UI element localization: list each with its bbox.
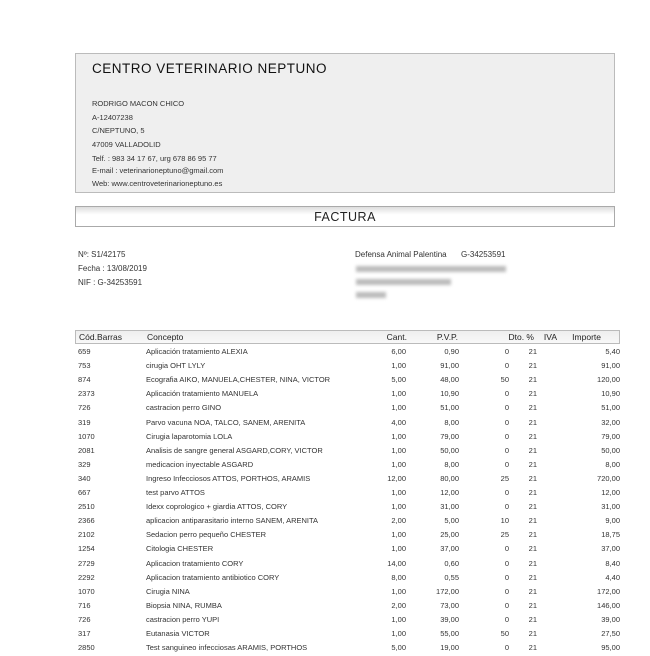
col-code: Cód.Barras xyxy=(79,332,122,342)
cell-discount: 0 xyxy=(504,417,509,427)
table-row xyxy=(75,473,620,487)
cell-price: 0,55 xyxy=(444,572,459,582)
cell-discount: 0 xyxy=(504,403,509,413)
cell-vat: 21 xyxy=(528,530,537,540)
table-row xyxy=(75,459,620,473)
cell-code: 2373 xyxy=(78,389,95,399)
redacted-address xyxy=(356,266,506,272)
cell-discount: 0 xyxy=(504,347,509,356)
cell-qty: 5,00 xyxy=(391,375,406,385)
table-row xyxy=(75,501,620,515)
cell-price: 79,00 xyxy=(440,431,459,441)
cell-discount: 50 xyxy=(500,375,509,385)
cell-code: 2850 xyxy=(78,643,95,653)
clinic-line: Web: www.centroveterinarioneptuno.es xyxy=(92,179,223,188)
clinic-name: CENTRO VETERINARIO NEPTUNO xyxy=(92,61,328,76)
cell-concept: medicacion inyectable ASGARD xyxy=(146,459,254,469)
cell-vat: 21 xyxy=(528,389,537,399)
cell-amount: 27,50 xyxy=(601,629,620,638)
cell-concept: Aplicación tratamiento MANUELA xyxy=(146,389,259,399)
cell-discount: 0 xyxy=(504,544,509,554)
cell-concept: Ingreso Infecciosos ATTOS, PORTHOS, ARAMIS xyxy=(146,473,311,483)
cell-concept: Test sanguineo infecciosas ARAMIS, PORTHOS xyxy=(146,643,308,653)
table-row xyxy=(75,572,620,586)
cell-amount: 146,00 xyxy=(597,600,620,610)
cell-amount: 8,40 xyxy=(605,558,620,568)
cell-amount: 91,00 xyxy=(601,361,620,371)
clinic-line: 47009 VALLADOLID xyxy=(92,140,161,149)
cell-concept: test parvo ATTOS xyxy=(146,488,205,497)
cell-amount: 5,40 xyxy=(605,347,620,356)
cell-qty: 6,00 xyxy=(391,347,406,356)
cell-price: 0,60 xyxy=(444,558,459,568)
cell-discount: 0 xyxy=(504,389,509,399)
cell-discount: 0 xyxy=(504,558,509,568)
cell-qty: 1,00 xyxy=(391,488,406,497)
cell-qty: 1,00 xyxy=(391,445,406,455)
cell-price: 25,00 xyxy=(440,530,459,540)
table-row xyxy=(75,543,620,557)
cell-amount: 50,00 xyxy=(601,445,620,455)
clinic-header xyxy=(75,53,615,193)
cell-price: 91,00 xyxy=(440,361,459,371)
cell-code: 1070 xyxy=(78,586,95,596)
cell-code: 1070 xyxy=(78,431,95,441)
col-amount: Importe xyxy=(572,332,601,342)
cell-code: 329 xyxy=(78,459,91,469)
cell-qty: 14,00 xyxy=(387,558,406,568)
col-concept: Concepto xyxy=(147,332,184,342)
table-row xyxy=(75,417,620,431)
cell-vat: 21 xyxy=(528,502,537,512)
cell-discount: 0 xyxy=(504,502,509,512)
table-row xyxy=(75,431,620,445)
cell-amount: 172,00 xyxy=(597,586,620,596)
cell-price: 73,00 xyxy=(440,600,459,610)
cell-vat: 21 xyxy=(528,558,537,568)
cell-discount: 0 xyxy=(504,361,509,371)
table-row xyxy=(75,586,620,600)
cell-qty: 8,00 xyxy=(391,572,406,582)
cell-code: 2102 xyxy=(78,530,95,540)
client-name: Defensa Animal Palentina xyxy=(355,250,447,259)
invoice-date: Fecha : 13/08/2019 xyxy=(78,264,147,273)
cell-concept: Sedacion perro pequeño CHESTER xyxy=(146,530,267,540)
cell-qty: 12,00 xyxy=(387,473,406,483)
cell-code: 319 xyxy=(78,417,91,427)
cell-price: 51,00 xyxy=(440,403,459,413)
invoice-nif: NIF : G-34253591 xyxy=(78,278,143,287)
cell-concept: Idexx coprologico + giardia ATTOS, CORY xyxy=(146,502,288,512)
table-row xyxy=(75,642,620,656)
cell-qty: 4,00 xyxy=(391,417,406,427)
cell-qty: 1,00 xyxy=(391,629,406,638)
cell-vat: 21 xyxy=(528,431,537,441)
cell-price: 39,00 xyxy=(440,614,459,624)
cell-discount: 0 xyxy=(504,600,509,610)
table-row xyxy=(75,487,620,501)
cell-discount: 0 xyxy=(504,445,509,455)
cell-amount: 31,00 xyxy=(601,502,620,512)
cell-price: 48,00 xyxy=(440,375,459,385)
cell-qty: 1,00 xyxy=(391,544,406,554)
cell-concept: Citologia CHESTER xyxy=(146,544,214,554)
clinic-line: RODRIGO MACON CHICO xyxy=(92,99,185,108)
cell-vat: 21 xyxy=(528,375,537,385)
table-header xyxy=(75,330,620,344)
table-row xyxy=(75,346,620,360)
cell-concept: aplicacion antiparasitario interno SANEM, ARENITA xyxy=(146,516,319,526)
table-row xyxy=(75,445,620,459)
cell-amount: 4,40 xyxy=(605,572,620,582)
clinic-line: Telf. : 983 34 17 67, urg 678 86 95 77 xyxy=(92,154,217,163)
cell-price: 0,90 xyxy=(444,347,459,356)
cell-vat: 21 xyxy=(528,643,537,653)
cell-concept: Eutanasia VICTOR xyxy=(146,629,210,638)
cell-price: 172,00 xyxy=(436,586,459,596)
cell-vat: 21 xyxy=(528,445,537,455)
cell-amount: 32,00 xyxy=(601,417,620,427)
cell-concept: cirugia OHT LYLY xyxy=(146,361,206,371)
cell-discount: 50 xyxy=(500,629,509,638)
clinic-line: C/NEPTUNO, 5 xyxy=(92,126,145,135)
clinic-line: E-mail : veterinarioneptuno@gmail.com xyxy=(92,166,224,175)
cell-discount: 10 xyxy=(500,516,509,526)
cell-amount: 720,00 xyxy=(597,473,620,483)
cell-vat: 21 xyxy=(528,600,537,610)
cell-price: 12,00 xyxy=(440,488,459,497)
table-row xyxy=(75,388,620,402)
cell-concept: Ecografia AIKO, MANUELA,CHESTER, NINA, VICTOR xyxy=(146,375,331,385)
cell-amount: 18,75 xyxy=(601,530,620,540)
cell-discount: 0 xyxy=(504,643,509,653)
cell-code: 317 xyxy=(78,629,91,638)
cell-code: 340 xyxy=(78,473,91,483)
cell-amount: 9,00 xyxy=(605,516,620,526)
cell-qty: 1,00 xyxy=(391,530,406,540)
cell-vat: 21 xyxy=(528,572,537,582)
cell-concept: Aplicacion tratamiento antibiotico CORY xyxy=(146,572,280,582)
client-nif: G-34253591 xyxy=(461,250,506,259)
cell-code: 2366 xyxy=(78,516,95,526)
clinic-line: A-12407238 xyxy=(92,113,133,122)
cell-discount: 0 xyxy=(504,586,509,596)
cell-price: 50,00 xyxy=(440,445,459,455)
cell-code: 667 xyxy=(78,488,91,497)
document-title: FACTURA xyxy=(75,206,615,227)
cell-price: 8,00 xyxy=(444,417,459,427)
cell-qty: 1,00 xyxy=(391,502,406,512)
cell-qty: 1,00 xyxy=(391,459,406,469)
cell-amount: 51,00 xyxy=(601,403,620,413)
cell-price: 19,00 xyxy=(440,643,459,653)
table-row xyxy=(75,374,620,388)
table-row xyxy=(75,600,620,614)
cell-concept: castracion perro YUPI xyxy=(146,614,220,624)
cell-price: 37,00 xyxy=(440,544,459,554)
cell-code: 726 xyxy=(78,614,91,624)
table-row xyxy=(75,529,620,543)
cell-concept: Analisis de sangre general ASGARD,CORY, VICTOR xyxy=(146,445,323,455)
cell-discount: 0 xyxy=(504,488,509,497)
cell-qty: 1,00 xyxy=(391,431,406,441)
cell-discount: 0 xyxy=(504,572,509,582)
table-row xyxy=(75,558,620,572)
cell-amount: 10,90 xyxy=(601,389,620,399)
cell-qty: 1,00 xyxy=(391,586,406,596)
cell-vat: 21 xyxy=(528,488,537,497)
cell-amount: 95,00 xyxy=(601,643,620,653)
cell-concept: castracion perro GINO xyxy=(146,403,222,413)
cell-vat: 21 xyxy=(528,361,537,371)
cell-code: 1254 xyxy=(78,544,95,554)
table-row xyxy=(75,628,620,642)
cell-discount: 25 xyxy=(500,530,509,540)
cell-price: 8,00 xyxy=(444,459,459,469)
cell-code: 659 xyxy=(78,347,91,356)
table-row xyxy=(75,402,620,416)
cell-code: 2510 xyxy=(78,502,95,512)
table-row xyxy=(75,515,620,529)
cell-qty: 5,00 xyxy=(391,643,406,653)
cell-code: 2292 xyxy=(78,572,95,582)
cell-concept: Biopsia NINA, RUMBA xyxy=(146,600,222,610)
cell-code: 2081 xyxy=(78,445,95,455)
cell-discount: 25 xyxy=(500,473,509,483)
cell-vat: 21 xyxy=(528,586,537,596)
col-price: P.V.P. xyxy=(436,332,458,342)
cell-code: 716 xyxy=(78,600,91,610)
col-qty: Cant. xyxy=(386,332,407,342)
cell-amount: 79,00 xyxy=(601,431,620,441)
cell-vat: 21 xyxy=(528,417,537,427)
cell-price: 31,00 xyxy=(440,502,459,512)
cell-amount: 120,00 xyxy=(597,375,620,385)
redacted-city xyxy=(356,279,451,285)
cell-amount: 8,00 xyxy=(605,459,620,469)
cell-concept: Aplicacion tratamiento CORY xyxy=(146,558,244,568)
cell-concept: Cirugia laparotomia LOLA xyxy=(146,431,233,441)
invoice-number: Nº: S1/42175 xyxy=(78,250,126,259)
cell-vat: 21 xyxy=(528,629,537,638)
cell-qty: 1,00 xyxy=(391,614,406,624)
cell-discount: 0 xyxy=(504,459,509,469)
col-discount: Dto. % xyxy=(508,332,534,342)
cell-code: 726 xyxy=(78,403,91,413)
cell-price: 55,00 xyxy=(440,629,459,638)
cell-vat: 21 xyxy=(528,459,537,469)
cell-discount: 0 xyxy=(504,431,509,441)
cell-qty: 2,00 xyxy=(391,516,406,526)
cell-discount: 0 xyxy=(504,614,509,624)
cell-vat: 21 xyxy=(528,544,537,554)
cell-code: 753 xyxy=(78,361,91,371)
cell-vat: 21 xyxy=(528,516,537,526)
cell-amount: 39,00 xyxy=(601,614,620,624)
cell-concept: Aplicación tratamiento ALEXIA xyxy=(146,347,248,356)
cell-concept: Parvo vacuna NOA, TALCO, SANEM, ARENITA xyxy=(146,417,306,427)
table-row xyxy=(75,360,620,374)
cell-price: 5,00 xyxy=(444,516,459,526)
table-row xyxy=(75,614,620,628)
cell-price: 10,90 xyxy=(440,389,459,399)
col-vat: IVA xyxy=(543,332,557,342)
cell-vat: 21 xyxy=(528,473,537,483)
cell-vat: 21 xyxy=(528,403,537,413)
cell-concept: Cirugia NINA xyxy=(146,586,190,596)
cell-qty: 1,00 xyxy=(391,403,406,413)
cell-vat: 21 xyxy=(528,614,537,624)
cell-qty: 1,00 xyxy=(391,361,406,371)
cell-price: 80,00 xyxy=(440,473,459,483)
cell-vat: 21 xyxy=(528,347,537,356)
cell-code: 2729 xyxy=(78,558,95,568)
cell-code: 874 xyxy=(78,375,91,385)
cell-qty: 2,00 xyxy=(391,600,406,610)
cell-amount: 12,00 xyxy=(601,488,620,497)
cell-qty: 1,00 xyxy=(391,389,406,399)
redacted-province xyxy=(356,292,386,298)
cell-amount: 37,00 xyxy=(601,544,620,554)
